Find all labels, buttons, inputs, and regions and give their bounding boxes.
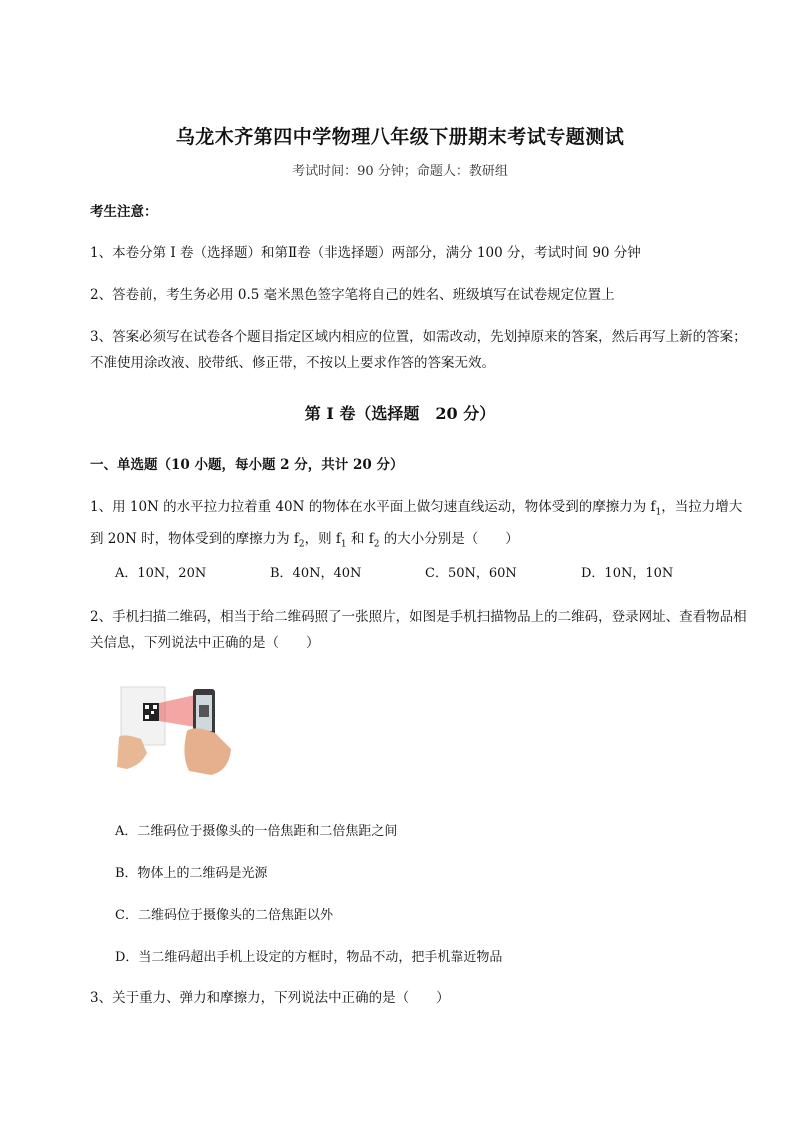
qr-scan-figure	[115, 683, 235, 778]
q1-subscript: 1	[340, 539, 347, 550]
q1-subscript: 2	[373, 539, 380, 550]
q1-option-d[interactable]: D．10N，10N	[581, 566, 674, 581]
q1-text-part: ，则 f	[304, 530, 341, 547]
q1-option-a[interactable]: A．10N，20N	[115, 566, 207, 581]
question-2-text: 2、手机扫描二维码，相当于给二维码照了一张照片，如图是手机扫描物品上的二维码，登录网址、查看物品相关信息，下列说法中正确的是（ ）	[90, 609, 747, 651]
question-1-text	[90, 494, 750, 557]
q1-subscript: 2	[298, 539, 305, 550]
q2-option-c[interactable]: C．二维码位于摄像头的二倍焦距以外	[115, 908, 333, 923]
notice-item-3: 3、答案必须写在试卷各个题目指定区域内相应的位置，如需改动，先划掉原来的答案，然后再写上新的答案；不准使用涂改液、胶带纸、修正带，不按以上要求作答的答案无效。	[90, 329, 747, 371]
q1-text-part: 的大小分别是（ ）	[379, 530, 519, 547]
q2-option-a[interactable]: A．二维码位于摄像头的一倍焦距和二倍焦距之间	[115, 824, 398, 839]
page-title: 乌龙木齐第四中学物理八年级下册期末考试专题测试	[175, 126, 625, 148]
q1-option-c[interactable]: C．50N，60N	[425, 566, 517, 581]
q1-text-part: 和 f	[346, 530, 374, 547]
q2-option-d[interactable]: D．当二维码超出手机上设定的方框时，物品不动，把手机靠近物品	[115, 950, 503, 965]
notice-item-2: 2、答卷前，考生务必用 0.5 毫米黑色签字笔将自己的姓名、班级填写在试卷规定位置上	[90, 287, 615, 303]
q1-text-part: 1、用 10N 的水平拉力拉着重 40N 的物体在水平面上做匀速直线运动，物体受到的摩擦力为 f	[90, 499, 656, 515]
section-title: 第 I 卷（选择题 20 分）	[304, 404, 496, 423]
q2-option-b[interactable]: B．物体上的二维码是光源	[115, 866, 268, 881]
q1-text-part: ，当拉力增大到 20N 时，物体受到的摩擦力为 f	[90, 499, 743, 547]
question-3-text: 3、关于重力、弹力和摩擦力，下列说法中正确的是（ ）	[90, 990, 450, 1006]
q1-option-b[interactable]: B．40N，40N	[270, 566, 362, 581]
notice-heading: 考生注意：	[90, 204, 158, 220]
part-heading: 一、单选题（10 小题，每小题 2 分，共计 20 分）	[90, 457, 404, 473]
notice-item-1: 1、本卷分第 I 卷（选择题）和第Ⅱ卷（非选择题）两部分，满分 100 分，考试时间 90 分钟	[90, 245, 641, 261]
q1-subscript: 1	[655, 507, 662, 518]
page-subtitle: 考试时间：90 分钟；命题人：教研组	[292, 164, 508, 179]
